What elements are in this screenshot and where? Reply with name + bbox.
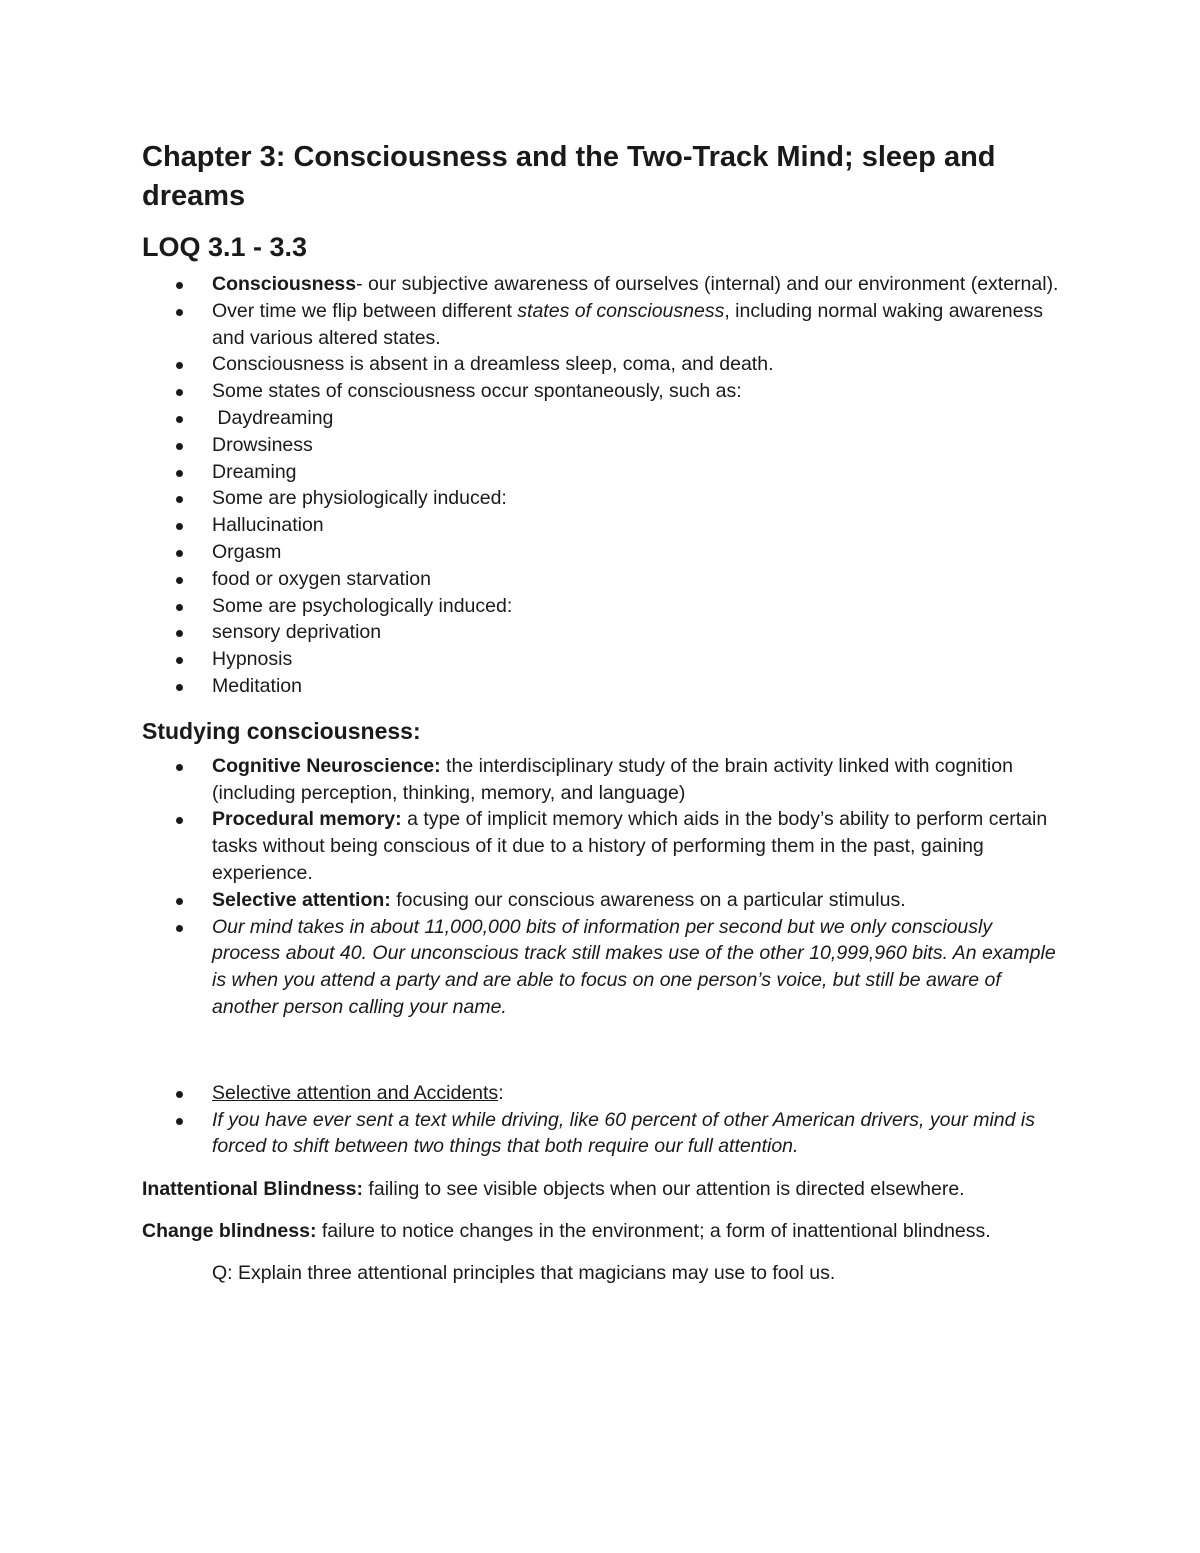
- bullet-icon: [176, 496, 183, 503]
- bullet-icon: [176, 1091, 183, 1098]
- document-page: [142, 138, 1062, 1287]
- list-item: Meditation: [142, 673, 1062, 700]
- bullet-icon: [176, 523, 183, 530]
- change-blindness-definition: Change blindness: failure to notice changes in the environment; a form of inattentional blindness.: [142, 1219, 991, 1242]
- accidents-list: [142, 1080, 1062, 1160]
- section-heading: Studying consciousness:: [142, 717, 421, 744]
- question-text: Q: Explain three attentional principles that magicians may use to fool us.: [212, 1261, 836, 1284]
- bullet-icon: [176, 362, 183, 369]
- list-item: Cognitive Neuroscience: the interdisciplinary study of the brain activity linked with cognition (including perception, thinking, memory, and language): [142, 753, 1062, 807]
- bullet-icon: [176, 604, 183, 611]
- list-item: Over time we flip between different states of consciousness, including normal waking awareness and various altered states.: [142, 298, 1062, 352]
- list-item: Hypnosis: [142, 646, 1062, 673]
- list-item: Selective attention and Accidents:: [142, 1080, 1062, 1107]
- list-item: Consciousness is absent in a dreamless sleep, coma, and death.: [142, 351, 1062, 378]
- list-item: Consciousness- our subjective awareness of ourselves (internal) and our environment (external).: [142, 271, 1062, 298]
- inattentional-blindness-definition: Inattentional Blindness: failing to see visible objects when our attention is directed elsewhere.: [142, 1178, 965, 1201]
- list-item: food or oxygen starvation: [142, 566, 1062, 593]
- bullet-icon: [176, 1118, 183, 1125]
- bullet-icon: [176, 577, 183, 584]
- bullet-icon: [176, 684, 183, 691]
- bullet-icon: [176, 389, 183, 396]
- document-title: Chapter 3: Consciousness and the Two-Track Mind; sleep and dreams: [142, 141, 996, 212]
- bullet-icon: [176, 550, 183, 557]
- list-item: sensory deprivation: [142, 619, 1062, 646]
- bullet-icon: [176, 764, 183, 771]
- spacer: [142, 1021, 1062, 1080]
- bullet-icon: [176, 470, 183, 477]
- list-item: Some states of consciousness occur spontaneously, such as:: [142, 378, 1062, 405]
- list-item: Daydreaming: [142, 405, 1062, 432]
- bullet-icon: [176, 817, 183, 824]
- list-item: Our mind takes in about 11,000,000 bits of information per second but we only consciously process about 40. Our unconscious track still makes use of the other 10,999,960 bits. An example is when you attend a party and are able to focus on one person’s voice, but still be aware of another person calling your name.: [142, 914, 1062, 1021]
- list-item: Orgasm: [142, 539, 1062, 566]
- bullet-icon: [176, 657, 183, 664]
- studying-list: [142, 753, 1062, 1021]
- list-item: Dreaming: [142, 459, 1062, 486]
- bullet-icon: [176, 309, 183, 316]
- consciousness-list: [142, 271, 1062, 700]
- bullet-icon: [176, 630, 183, 637]
- bullet-icon: [176, 925, 183, 932]
- list-item: Hallucination: [142, 512, 1062, 539]
- list-item: Drowsiness: [142, 432, 1062, 459]
- loq-heading: LOQ 3.1 - 3.3: [142, 232, 308, 262]
- list-item: Procedural memory: a type of implicit memory which aids in the body’s ability to perform certain tasks without being conscious of it due to a history of performing them in the past, gaining experience.: [142, 806, 1062, 886]
- list-item: Selective attention: focusing our conscious awareness on a particular stimulus.: [142, 887, 1062, 914]
- bullet-icon: [176, 282, 183, 289]
- list-item: Some are psychologically induced:: [142, 593, 1062, 620]
- bullet-icon: [176, 443, 183, 450]
- bullet-icon: [176, 416, 183, 423]
- list-item: Some are physiologically induced:: [142, 485, 1062, 512]
- bullet-icon: [176, 898, 183, 905]
- list-item: If you have ever sent a text while driving, like 60 percent of other American drivers, your mind is forced to shift between two things that both require our full attention.: [142, 1107, 1062, 1161]
